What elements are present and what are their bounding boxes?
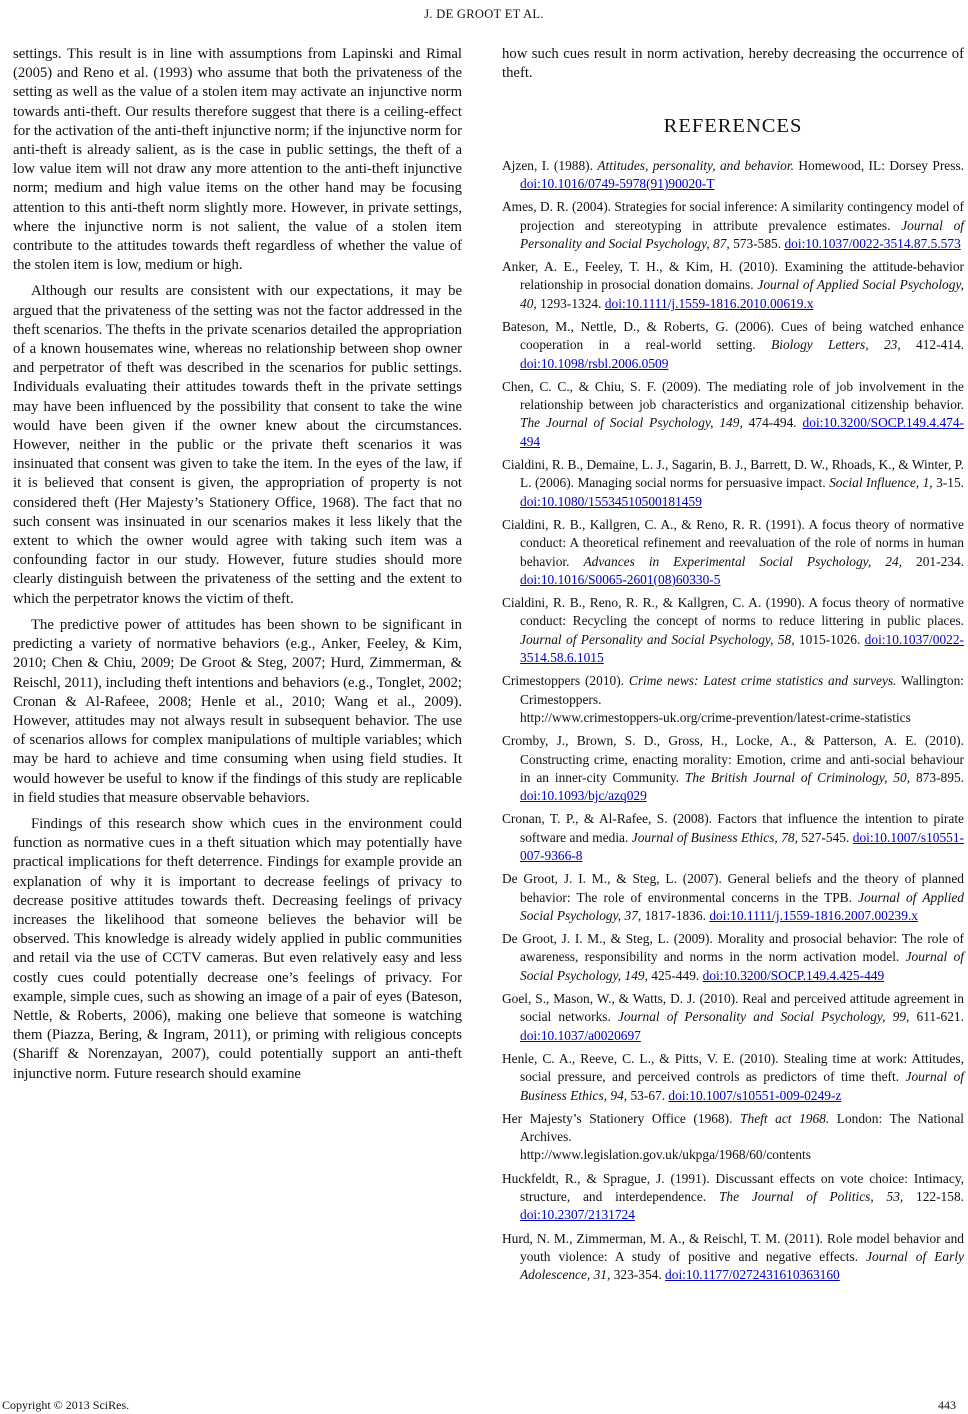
body-paragraph: The predictive power of attitudes has been shown to be significant in predicting a variety of normative behaviors (e.g., Anker, Feeley, & Kim, 2010; Chen & Chiu, 2009; De Groot & Steg, 2007; Hurd, Zimmerman, & Reischl, 2011), including theft intentions and behaviors (e.g., Tonglet, 2002; Cronan & Al-Rafeee, 2008; Henle et al., 2010; Wang et al., 2009). However, attitudes may not always result in subsequent behavior. The use of scenarios allows for complex manipulations of multiple variables; which may be hard to achieve and time consuming when using field studies. It would however be useful to know if the findings of this study are replicable in field studies that measure observable behaviors. <box>13 616 462 806</box>
reference-text: Cialdini, R. B., Kallgren, C. A., & Reno, R. R. (1991). A focus theory of normative conduct: A theoretical refinement and reevaluation of the role of norms in human behavior. <box>502 516 964 569</box>
reference-text: 201-234. <box>902 553 965 569</box>
reference-entry <box>502 1170 964 1225</box>
reference-entry <box>502 157 964 194</box>
doi-link[interactable]: doi:10.1037/0022-3514.87.5.573 <box>784 235 961 251</box>
reference-source: Journal of Personality and Social Psychology, 58, <box>520 631 795 647</box>
reference-text: 53-67. <box>627 1087 669 1103</box>
reference-source: Advances in Experimental Social Psychology, 24, <box>583 553 902 569</box>
reference-entry <box>502 930 964 985</box>
reference-entry <box>502 1110 964 1165</box>
reference-source: The British Journal of Criminology, 50, <box>684 769 911 785</box>
reference-text: Homewood, IL: Dorsey Press. <box>793 157 965 173</box>
reference-text: De Groot, J. I. M., & Steg, L. (2007). General beliefs and the theory of planned behavior: The role of environmental concerns in the TPB. <box>502 871 964 905</box>
doi-link[interactable]: doi:10.3200/SOCP.149.4.474-494 <box>520 415 964 449</box>
reference-entry <box>502 516 964 589</box>
reference-text: Chen, C. C., & Chiu, S. F. (2009). The mediating role of job involvement in the relationship between job characteristics and organizational citizenship behavior. <box>502 378 964 413</box>
doi-link[interactable]: doi:10.1007/s10551-007-9366-8 <box>520 829 964 863</box>
reference-text: 474-494. <box>742 415 803 431</box>
reference-text: De Groot, J. I. M., & Steg, L. (2009). Morality and prosocial behavior: The role of awareness, responsibility and norms in the norm activation model. <box>502 931 964 965</box>
reference-text: 1817-1836. <box>641 907 710 923</box>
reference-source: The Journal of Politics, 53, <box>718 1189 904 1205</box>
reference-text: 122-158. <box>903 1189 964 1205</box>
body-paragraph: Although our results are consistent with our expectations, it may be argued that the privateness of the setting was not the factor addressed in the theft scenarios. The thefts in the private scenarios detailed the appropriation of a known housemates wine, whereas no relationship between shop owner and perpetrator of theft was described in the scenarios for public settings. Individuals evaluating their attitudes towards theft in the private settings may have been influenced by the possibility that consent to take the wine would have been given if the owner knew about the circumstances. However, neither in the public or the private theft scenarios it was insinuated that consent was given to take the item. In the eyes of the law, if it is believed that consent is given, the appropriation of property is not considered theft (Her Majesty’s Stationery Office, 1968). The fact that no such consent was insinuated in our scenarios makes it less likely that the extent to which the owner would agree with taking such item was a confounding factor in our study. However, future studies should more clearly distinguish between the privateness of the setting and the extent to which the perpetrator knows the victim of theft. <box>13 283 462 607</box>
reference-source: Journal of Applied Social Psychology, 40, <box>520 277 964 311</box>
reference-text: 611-621. <box>909 1009 964 1025</box>
reference-entry <box>502 732 964 805</box>
reference-text: Anker, A. E., Feeley, T. H., & Kim, H. (2010). Examining the attitude-behavior relationship in prosocial donation domains. <box>502 259 964 293</box>
body-right-column <box>502 45 964 1290</box>
reference-text: Cialdini, R. B., Demaine, L. J., Sagarin, B. J., Barrett, D. W., Rhoads, K., & Winter, P. L. (2006). Managing social norms for persuasive impact. <box>502 457 964 491</box>
reference-source: Journal of Early Adolescence, 31, <box>520 1248 964 1283</box>
reference-entry <box>502 870 964 925</box>
reference-entry <box>502 594 964 667</box>
reference-url[interactable]: http://www.legislation.gov.uk/ukpga/1968/60/contents <box>520 1147 811 1163</box>
reference-text: Hurd, N. M., Zimmerman, M. A., & Reischl, T. M. (2011). Role model behavior and youth violence: A study of positive and negative effects. <box>502 1230 964 1264</box>
reference-source: Journal of Personality and Social Psychology, 87, <box>520 217 964 251</box>
reference-text: 412-414. <box>900 337 965 353</box>
reference-entry <box>502 198 964 253</box>
reference-source: Crime news: Latest crime statistics and surveys. <box>628 673 897 689</box>
doi-link[interactable]: doi:10.1177/0272431610363160 <box>665 1267 840 1283</box>
reference-text: Ajzen, I. (1988). <box>502 157 598 173</box>
reference-list <box>502 157 964 1285</box>
reference-source: Social Influence, 1, <box>829 475 933 491</box>
reference-entry <box>502 1050 964 1105</box>
reference-text: Henle, C. A., Reeve, C. L., & Pitts, V. E. (2010). Stealing time at work: Attitudes, social pressure, and perceived controls as predictors of time theft. <box>502 1050 964 1085</box>
reference-text: 573-585. <box>729 235 785 251</box>
reference-entry <box>502 258 964 313</box>
reference-source: Theft act 1968. <box>740 1110 830 1126</box>
footer-page-number: 443 <box>938 1398 956 1412</box>
reference-entry <box>502 378 964 451</box>
reference-text: Wallington: Crimestoppers. <box>520 673 965 707</box>
reference-text: Cromby, J., Brown, S. D., Gross, H., Locke, A., & Patterson, A. E. (2010). Constructing crime, enacting morality: Emotion, crime and anti-social behaviour in an inner-city Community. <box>502 733 964 785</box>
reference-text: Goel, S., Mason, W., & Watts, D. J. (2010). Real and perceived attitude agreement in social networks. <box>502 991 964 1025</box>
reference-text: 3-15. <box>932 475 964 491</box>
body-paragraph-continuation: how such cues result in norm activation, hereby decreasing the occurrence of theft. <box>502 46 964 82</box>
doi-link[interactable]: doi:10.1080/15534510500181459 <box>520 493 702 509</box>
reference-entry <box>502 810 964 865</box>
reference-text: London: The National Archives. <box>520 1110 964 1145</box>
reference-text: Her Majesty’s Stationery Office (1968). <box>502 1110 741 1126</box>
doi-link[interactable]: doi:10.1093/bjc/azq029 <box>520 788 647 804</box>
references-heading: REFERENCES <box>663 115 803 138</box>
reference-text: 527-545. <box>797 829 853 845</box>
reference-text: Cialdini, R. B., Reno, R. R., & Kallgren, C. A. (1990). A focus theory of normative conduct: Recycling the concept of norms to reduce littering in public places. <box>502 595 964 629</box>
reference-text: Bateson, M., Nettle, D., & Roberts, G. (2006). Cues of being watched enhance cooperation in a real-world setting. <box>502 318 964 353</box>
doi-link[interactable]: doi:10.3200/SOCP.149.4.425-449 <box>702 967 885 983</box>
reference-source: Journal of Personality and Social Psychology, 99, <box>617 1009 910 1025</box>
reference-text: 425-449. <box>647 967 703 983</box>
doi-link[interactable]: doi:10.1016/0749-5978(91)90020-T <box>520 175 715 191</box>
reference-text: 873-895. <box>910 769 964 785</box>
reference-entry <box>502 318 964 373</box>
reference-source: Journal of Business Ethics, 94, <box>520 1069 964 1103</box>
doi-link[interactable]: doi:10.2307/2131724 <box>520 1207 635 1223</box>
doi-link[interactable]: doi:10.1111/j.1559-1816.2010.00619.x <box>604 295 814 311</box>
body-paragraph: settings. This result is in line with assumptions from Lapinski and Rimal (2005) and Reno et al. (1993) who assume that both the privateness of the setting as well as the value of a stolen item may activate an injunctive norm towards anti-theft. Our results therefore suggest that there is a ceiling-effect for the activation of the anti-theft injunctive norm; if the injunctive norm for anti-theft is already salient, as is the case in public settings, the theft of a low value item will not draw any more attention to the anti-theft injunctive norm; medium and high value items on the other hand may be focusing attention to this anti-theft norm slightly more. However, in private settings, where the injunctive norm is not salient, the value of a stolen item contribute to the attitudes towards theft regardless of whether the value of the stolen item is low, medium or high. <box>13 46 462 274</box>
reference-source: Attitudes, personality, and behavior. <box>597 157 794 173</box>
reference-entry <box>502 672 964 727</box>
doi-link[interactable]: doi:10.1111/j.1559-1816.2007.00239.x <box>709 907 918 923</box>
reference-text: 1293-1324. <box>536 295 605 311</box>
reference-text: 1015-1026. <box>794 631 865 647</box>
doi-link[interactable]: doi:10.1098/rsbl.2006.0509 <box>520 355 669 371</box>
running-header: J. DE GROOT ET AL. <box>424 7 544 21</box>
footer-copyright: Copyright © 2013 SciRes. <box>2 1398 130 1412</box>
reference-text: Huckfeldt, R., & Sprague, J. (1991). Discussant effects on vote choice: Intimacy, structure, and interdependence. <box>502 1170 964 1205</box>
reference-source: Journal of Business Ethics, 78, <box>631 829 798 845</box>
reference-source: Biology Letters, 23, <box>771 337 901 353</box>
reference-url[interactable]: http://www.crimestoppers-uk.org/crime-prevention/latest-crime-statistics <box>520 709 911 725</box>
doi-link[interactable]: doi:10.1037/0022-3514.58.6.1015 <box>520 631 964 666</box>
reference-entry <box>502 990 964 1045</box>
reference-source: Journal of Applied Social Psychology, 37, <box>520 889 964 923</box>
doi-link[interactable]: doi:10.1007/s10551-009-0249-z <box>668 1087 842 1103</box>
doi-link[interactable]: doi:10.1037/a0020697 <box>520 1027 641 1043</box>
reference-text: Cronan, T. P., & Al-Rafee, S. (2008). Factors that influence the intention to pirate software and media. <box>502 811 964 845</box>
body-paragraph: Findings of this research show which cues in the environment could function as normative cues in a theft situation which may potentially have practical implications for theft deterrence. Findings for example provide an explanation of why it is important to decrease feelings of privacy to decrease positive attitudes towards theft. Decreasing feelings of privacy increases the likelihood that someone believes the behavior will be observed. This knowledge is already widely applied in public communities and retail via the use of CCTV cameras. But even relatively easy and less costly cues could potentially decrease one’s feelings of privacy. For example, simple cues, such as showing an image of a pair of eyes (Bateson, Nettle, & Roberts, 2006), making one believe that someone is watching them (Piazza, Bering, & Ingram, 2011), or priming with religious concepts (Shariff & Norenzayan, 2007), could potentially support an anti-theft injunctive norm. Future research should examine <box>13 815 462 1082</box>
reference-entry <box>502 1230 964 1285</box>
reference-text: 323-354. <box>610 1267 666 1283</box>
reference-text: Crimestoppers (2010). <box>502 673 629 689</box>
reference-text: Ames, D. R. (2004). Strategies for social inference: A similarity contingency model of projection and stereotyping in attribute prevalence estimates. <box>502 199 964 233</box>
reference-source: Journal of Social Psychology, 149, <box>520 949 964 983</box>
reference-entry <box>502 456 964 511</box>
reference-source: The Journal of Social Psychology, 149, <box>520 415 743 431</box>
doi-link[interactable]: doi:10.1016/S0065-2601(08)60330-5 <box>520 571 721 587</box>
body-left-column <box>13 45 462 1084</box>
